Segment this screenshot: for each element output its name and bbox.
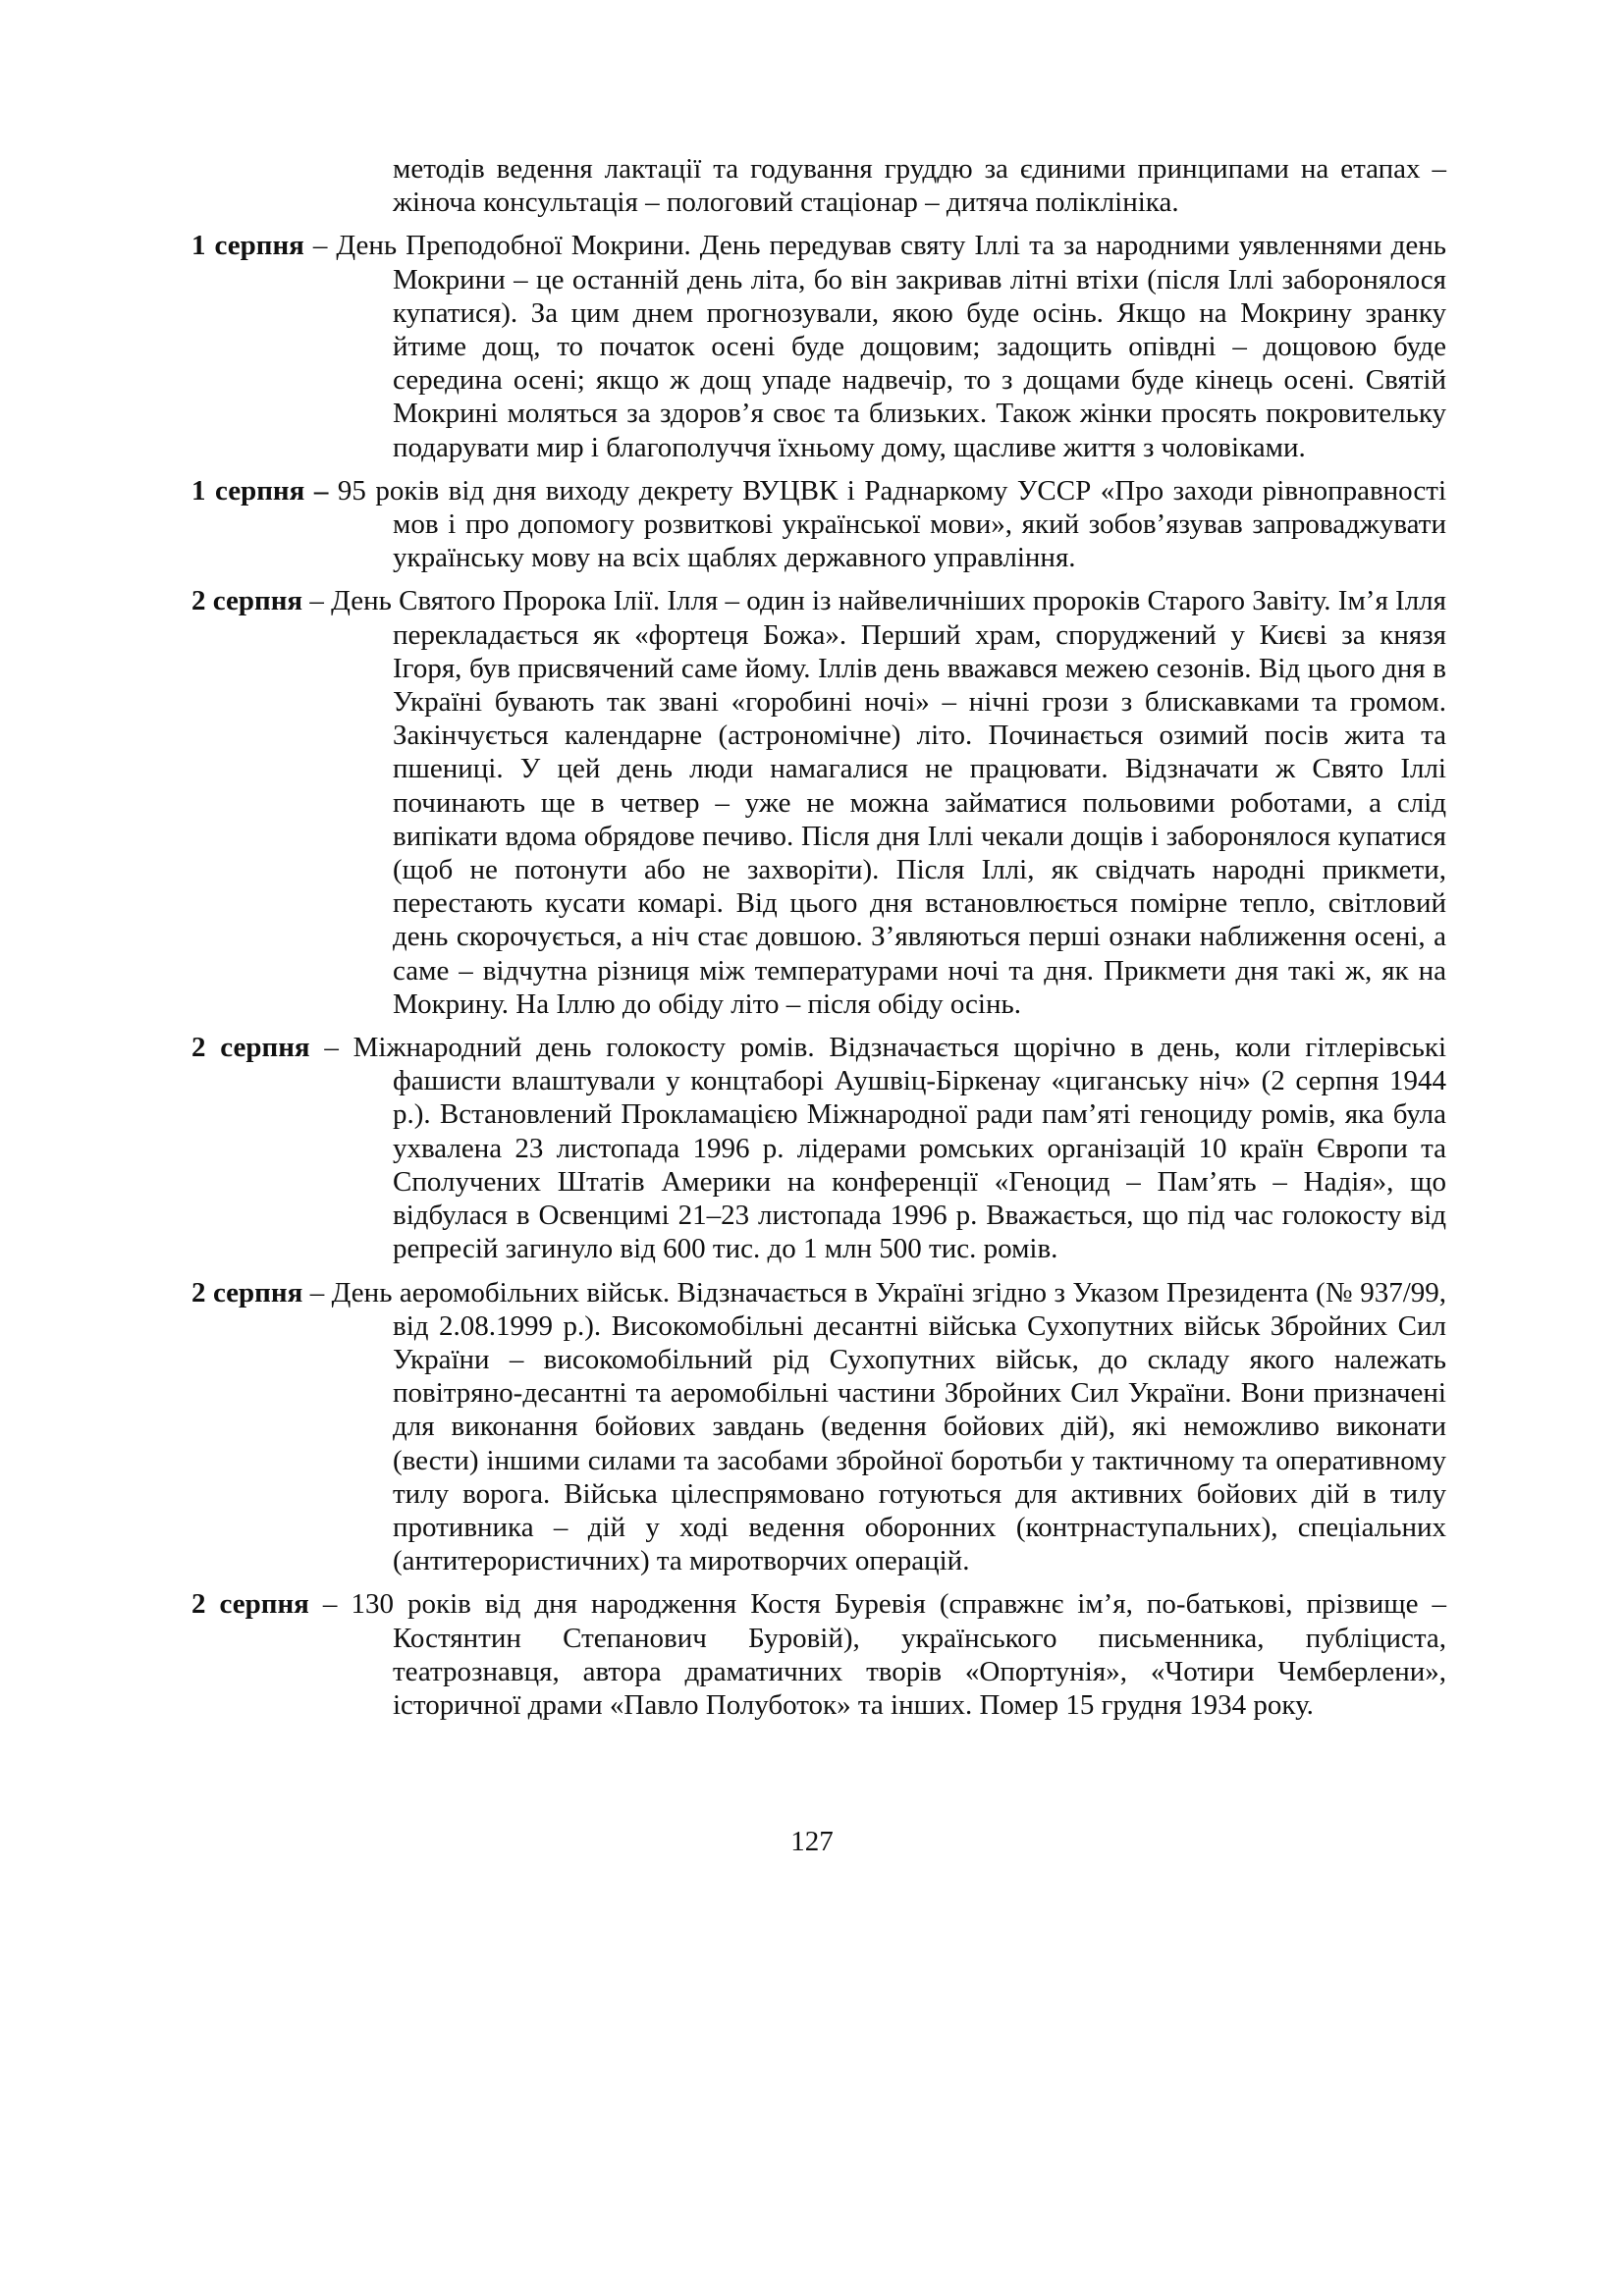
entry-separator — [328, 475, 338, 507]
calendar-entry — [191, 1276, 1446, 1578]
entry-date: 2 серпня — [191, 1588, 309, 1621]
calendar-entry — [191, 474, 1446, 575]
page-number: 127 — [790, 1826, 834, 1857]
entry-date: 2 серпня — [191, 1032, 310, 1064]
calendar-entry — [191, 1031, 1446, 1265]
entry-separator: – — [303, 230, 337, 262]
entry-date: 1 серпня — [191, 230, 304, 262]
entry-text: Міжнародний день голокосту ромів. Відзначається щорічно в день, коли гітлерівські фашисти влаштували у концтаборі Аушвіц-Біркенау «циганську ніч» (2 серпня 1944 р.). Встановлений Прокламацією Міжнародної ради пам’яті геноциду ромів, яка була ухвалена 23 листопада 1996 р. лідерами ромських організацій 10 країн Європи та Сполучених Штатів Америки на конференції «Геноцид – Пам’ять – Надія», що відбулася в Освенцимі 21–23 листопада 1996 р. Вважається, що під час голокосту від репресій загинуло від 600 тис. до 1 млн 500 тис. ромів. — [352, 1032, 1446, 1265]
entry-text: День аеромобільних військ. Відзначається в Україні згідно з Указом Президента (№ 937/99, від 2.08.1999 р.). Високомобільні десантні війська Сухопутних військ Збройних Сил України – високомобільний рід Сухопутних військ, до складу якого належать повітряно-десантні та аеромобільні частини Збройних Сил України. Вони призначені для виконання бойових завдань (ведення бойових дій), які неможливо виконати (вести) іншими силами та засобами збройної боротьби у тактичному та оперативному тилу ворога. Війська цілеспрямовано готуються для активних бойових дій в тилу противника – дій у ході ведення оборонних (контрнаступальних), спеціальних (антитерористичних) та миротворчих операцій. — [331, 1276, 1446, 1577]
entry-text: День Святого Пророка Ілії. Ілля – один із найвеличніших пророків Старого Завіту. Ім’я Ілля перекладається як «фортеця Божа». Перший храм, споруджений у Києві за князя Ігоря, був присвячений саме йому. Іллів день вважався межею сезонів. Від цього дня в Україні бувають так звані «горобині ночі» – нічні грози з блискавками та громом. Закінчується календарне (астрономічне) літо. Починається озимий посів жита та пшениці. У цей день люди намагалися не працювати. Відзначати ж Свято Іллі починають ще в четвер – уже не можна займатися польовими роботами, а слід випікати вдома обрядове печиво. Після дня Іллі чекали дощів і заборонялося купатися (щоб не потонути або не захворіти). Після Іллі, як свідчать народні прикмети, перестають кусати комарі. Від цього дня встановлюється помірне тепло, світловий день скорочується, а ніч стає довшою. З’являються перші ознаки наближення осені, а саме – відчутна різниця між температурами ночі та дня. Прикмети дня такі ж, як на Мокрину. На Іллю до обіду літо – після обіду осінь. — [331, 585, 1446, 1020]
continuation-paragraph: методів ведення лактації та годування груддю за єдиними принципами на етапах – жіноча консультація – пологовий стаціонар – дитяча поліклініка. — [393, 153, 1446, 219]
entry-date: 1 серпня – — [191, 474, 329, 507]
entry-separator: – — [308, 1588, 352, 1621]
entry-date: 2 серпня — [191, 585, 303, 617]
entry-separator: – — [309, 1032, 353, 1064]
calendar-entry — [191, 584, 1446, 1021]
entry-text: День Преподобної Мокрини. День передував святу Іллі та за народними уявленнями день Мокрини – це останній день літа, бо він закривав літні втіхи (після Іллі заборонялося купатися). За цим днем прогнозували, якою буде осінь. Якщо на Мокрину зранку йтиме дощ, то початок осені буде дощовим; задощить опівдні – дощовою буде середина осені; якщо ж дощ упаде надвечір, то з дощами буде кінець осені. Святій Мокрині моляться за здоров’я своє та близьких. Також жінки просять покровительку подарувати мир і благополуччя їхньому дому, щасливе життя з чоловіками. — [336, 230, 1446, 463]
document-body — [191, 152, 1446, 1732]
entry-separator: – — [302, 585, 332, 617]
calendar-entry — [191, 1587, 1446, 1722]
entry-separator: – — [302, 1276, 332, 1308]
entry-text: 95 років від дня виходу декрету ВУЦВК і Раднаркому УССР «Про заходи рівноправності мов і про допомогу розвиткові української мови», який зобов’язував запроваджувати українську мову на всіх щаблях державного управління. — [337, 474, 1446, 574]
entry-date: 2 серпня — [191, 1276, 303, 1308]
calendar-entry — [191, 229, 1446, 463]
entry-text: 130 років від дня народження Костя Буревія (справжнє ім’я, по-батькові, прізвище – Костянтин Степанович Буровій), українського письменника, публіциста, театрознавця, автора драматичних творів «Опортунія», «Чотири Чемберлени», історичної драми «Павло Полуботок» та інших. Помер 15 грудня 1934 року. — [351, 1588, 1446, 1721]
